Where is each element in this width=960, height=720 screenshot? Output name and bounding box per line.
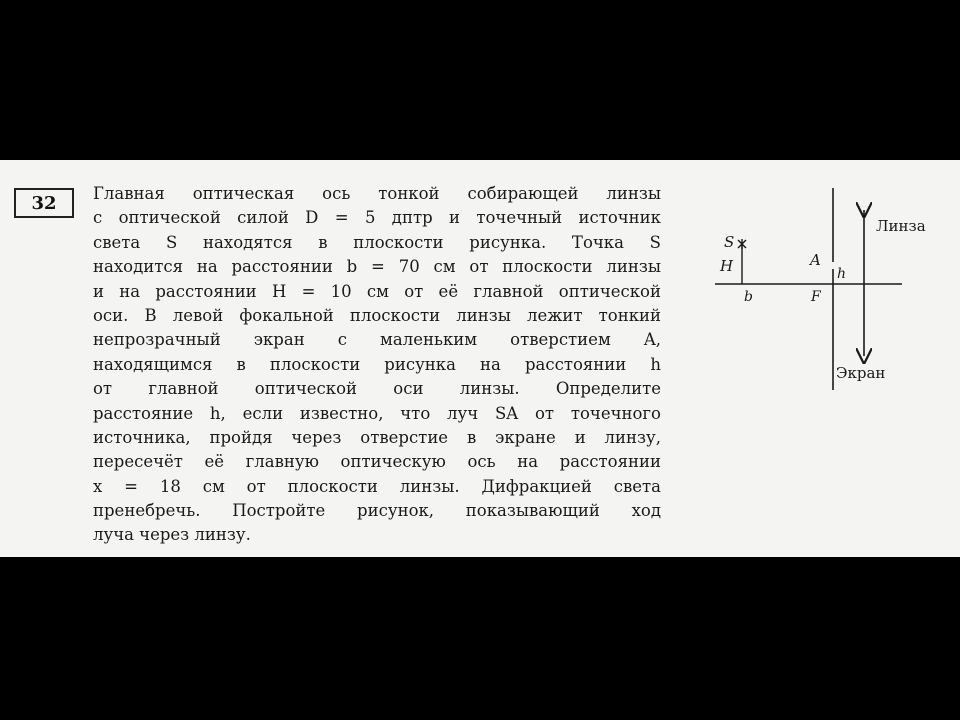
problem-line: света S находятся в плоскости рисунка. Точка S bbox=[93, 232, 661, 252]
problem-page bbox=[0, 160, 960, 557]
problem-line: и на расстоянии H = 10 см от её главной оптической bbox=[93, 281, 661, 301]
problem-line: x = 18 см от плоскости линзы. Дифракцией света bbox=[93, 476, 661, 496]
problem-line: с оптической силой D = 5 дптр и точечный источник bbox=[93, 208, 661, 228]
source-point-icon bbox=[738, 239, 746, 249]
problem-line: Главная оптическая ось тонкой собирающей линзы bbox=[93, 184, 661, 203]
optics-diagram bbox=[700, 180, 950, 400]
problem-line: луча через линзу. bbox=[93, 525, 251, 545]
problem-line: источника, пройдя через отверстие в экране и линзу, bbox=[93, 427, 661, 447]
problem-line: пересечёт её главную оптическую ось на расстоянии bbox=[93, 452, 661, 472]
label-H: H bbox=[720, 257, 734, 275]
label-lens: Линза bbox=[876, 217, 926, 235]
problem-line: от главной оптической оси линзы. Определите bbox=[93, 379, 661, 399]
label-F: F bbox=[811, 289, 821, 305]
label-source: S bbox=[724, 233, 735, 251]
problem-number: 32 bbox=[31, 192, 57, 214]
label-screen: Экран bbox=[836, 364, 886, 382]
label-A: A bbox=[810, 251, 821, 269]
problem-line: находится на расстоянии b = 70 см от плоскости линзы bbox=[93, 257, 661, 277]
label-h: h bbox=[837, 266, 847, 282]
problem-line: расстояние h, если известно, что луч SA от точечного bbox=[93, 403, 661, 423]
problem-line: пренебречь. Постройте рисунок, показывающий ход bbox=[93, 501, 661, 521]
problem-number-box bbox=[14, 188, 74, 218]
problem-line: непрозрачный экран с маленьким отверстием A, bbox=[93, 330, 661, 350]
problem-text bbox=[93, 182, 661, 548]
problem-line: находящимся в плоскости рисунка на расстоянии h bbox=[93, 354, 661, 374]
label-b: b bbox=[744, 289, 753, 305]
problem-line: оси. В левой фокальной плоскости линзы лежит тонкий bbox=[93, 305, 661, 325]
